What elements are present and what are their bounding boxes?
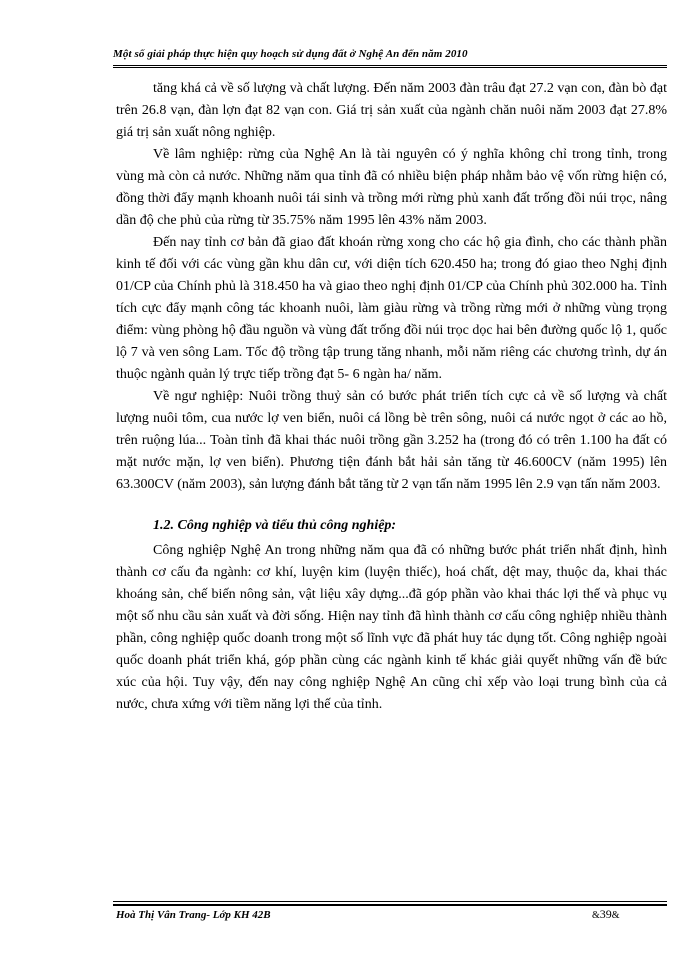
- right-ornament-icon: &: [611, 910, 620, 921]
- left-ornament-icon: &: [592, 910, 600, 921]
- running-header: Một số giải pháp thực hiện quy hoạch sử dụng đất ở Nghệ An đến năm 2010: [113, 48, 468, 60]
- footer-author: Hoà Thị Vân Trang- Lớp KH 42B: [116, 909, 271, 921]
- footer-rule: [113, 901, 667, 902]
- body-text: [116, 78, 667, 716]
- header-rule: [113, 65, 667, 66]
- paragraph-forestry: Về lâm nghiệp: rừng của Nghệ An là tài nguyên có ý nghĩa không chỉ trong tỉnh, trong vùng mà còn cả nước. Những năm qua tỉnh đã có nhiều biện pháp nhằm bảo vệ vốn rừng hiện có, đồng thời đẩy mạnh khoanh nuôi tái sinh và trồng mới rừng phủ xanh đất trống đồi núi trọc, nâng dần độ che phủ của rừng từ 35.75% năm 1995 lên 43% năm 2003.: [116, 147, 667, 228]
- page-number-block: [592, 907, 620, 922]
- paragraph-forest-allocation: Đến nay tỉnh cơ bản đã giao đất khoán rừng xong cho các hộ gia đình, cho các thành phần kinh tế đối với các vùng gần khu dân cư, với diện tích 620.450 ha; trong đó giao theo Nghị định 01/CP của Chính phủ là 318.450 ha và giao theo nghị định 01/CP của Chính phủ 302.000 ha. Tỉnh tích cực đẩy mạnh công tác khoanh nuôi, làm giàu rừng và trồng rừng mới ở những vùng trọng điểm: vùng phòng hộ đầu nguồn và vùng đất trống đồi núi trọc dọc hai bên đường quốc lộ 1, quốc lộ 7 và ven sông Lam. Tốc độ trồng tập trung tăng nhanh, mỗi năm riêng các chương trình, dự án thuộc ngành quản lý trực tiếp trồng đạt 5- 6 ngàn ha/ năm.: [116, 235, 667, 382]
- page-number: 39: [599, 907, 612, 921]
- paragraph-industry: Công nghiệp Nghệ An trong những năm qua đã có những bước phát triển nhất định, hình thành cơ cấu đa ngành: cơ khí, luyện kim (luyện thiếc), hoá chất, dệt may, thuộc da, khai thác khoáng sản, chế biến nông sản, vật liệu xây dựng...đã góp phần vào khai thác lợi thế và phục vụ một số nhu cầu sản xuất và đời sống. Hiện nay tỉnh đã hình thành cơ cấu công nghiệp nhiều thành phần, công nghiệp quốc doanh trong một số lĩnh vực đã phát huy tác dụng tốt. Công nghiệp ngoài quốc doanh phát triển khá, góp phần cùng các ngành kinh tế khác giải quyết những vấn đề bức xúc của hội. Tuy vậy, đến nay công nghiệp Nghệ An cũng chỉ xếp vào loại trung bình của cả nước, chưa xứng với tiềm năng lợi thế của tỉnh.: [116, 543, 667, 712]
- footer-rule-double: [113, 904, 667, 906]
- paragraph-fisheries: Về ngư nghiệp: Nuôi trồng thuỷ sản có bước phát triển tích cực cả về số lượng và chất lượng nuôi tôm, cua nước lợ ven biển, nuôi cá lồng bè trên sông, nuôi cá nước ngọt ở các ao hồ, trên ruộng lúa... Toàn tỉnh đã khai thác nuôi trồng gần 3.252 ha (trong đó có trên 1.100 ha đất có mặt nước mặn, lợ ven biển). Phương tiện đánh bắt hải sản tăng từ 46.600CV (năm 1995) lên 63.300CV (năm 2003), sản lượng đánh bắt tăng từ 2 vạn tấn năm 1995 lên 2.9 vạn tấn năm 2003.: [116, 389, 667, 492]
- header-rule-double: [113, 67, 667, 68]
- paragraph-livestock: tăng khá cả về số lượng và chất lượng. Đến năm 2003 đàn trâu đạt 27.2 vạn con, đàn bò đạt trên 26.8 vạn, đàn lợn đạt 82 vạn con. Giá trị sản xuất của ngành chăn nuôi năm 2003 đạt 27.8% giá trị sản xuất nông nghiệp.: [116, 81, 667, 140]
- section-heading: 1.2. Công nghiệp và tiểu thủ công nghiệp:: [153, 518, 397, 533]
